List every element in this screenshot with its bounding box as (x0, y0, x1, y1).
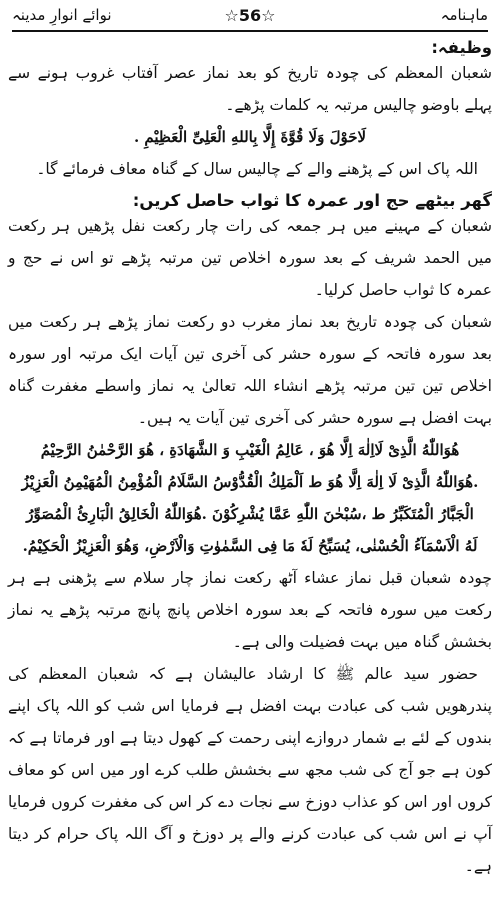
page-number: ☆56☆ (224, 5, 276, 25)
wazifa-instruction: شعبان المعظم کی چودہ تاریخ کو بعد نماز عصر آفتاب غروب ہونے سے پہلے باوضو چالیس مرتبہ یہ کلمات پڑھے۔ (8, 64, 492, 114)
verse-line-1: هُوَاللّٰهُ الَّذِىْ لَااِلٰهَ اِلَّا هُوَ ، عَالِمُ الْغَيْبِ وَ الشَّهَادَةِ ، هُوَ الرَّحْمٰنُ الرَّحِيْمُ (40, 441, 460, 459)
maghrib-paragraph: شعبان کی چودہ تاریخ بعد نماز مغرب دو رکعت نماز پڑھے ہر رکعت میں بعد سورہ فاتحہ کے سورہ حشر کی آخری تین آیات ایک مرتبہ اور سورہ اخلاص تین تین مرتبہ پڑھے انشاء اللہ تعالیٰ یہ نماز واسطے مغفرت گناہ بہت افضل ہے سورہ حشر کی آخری تین آیات یہ ہیں۔ (8, 313, 492, 427)
page-header (8, 0, 492, 30)
wazifa-reward: اللہ پاک اس کے پڑھنے والے کے چالیس سال کے گناہ معاف فرمائے گا۔ (36, 160, 478, 178)
verse-line-3: الْجَبَّارُ الْمُتَكَبِّرُ ط ،سُبْحٰنَ اللّٰهِ عَمَّا يُشْرِكُوْنَ .هُوَاللّٰهُ الْخَالِقُ الْبَارِئُ الْمُصَوِّرُ (26, 505, 474, 523)
header-rule (12, 30, 488, 32)
magazine-name: نوائے انوارِ مدینہ (12, 6, 112, 24)
isha-paragraph: چودہ شعبان قبل نماز عشاء آٹھ رکعت نماز چار سلام سے پڑھنی ہے ہر رکعت میں سورہ فاتحہ کے بعد سورہ اخلاص پانچ پانچ مرتبہ پڑھے یہ نماز بخشش گناہ میں بہت فضیلت والی ہے۔ (8, 569, 492, 651)
section-heading-wazifa: وظیفہ: (431, 38, 492, 57)
verse-line-4: لَهُ الْاَسْمَآءُ الْحُسْنٰى، يُسَبِّحُ لَهٗ مَا فِى السَّمٰوٰتِ وَالْاَرْضِ، وَهُوَ الْعَزِيْزُ الْحَكِيْمُ. (22, 537, 478, 555)
magazine-type: ماہنامہ (440, 6, 488, 24)
wazifa-dua: لَاحَوْلَ وَلَا قُوَّةَ إِلَّا بِاللهِ الْعَلِىِّ الْعَظِيْمِ . (133, 128, 367, 146)
article-body (8, 38, 492, 882)
section-heading-hajj: گھر بیٹھے حج اور عمرہ کا ثواب حاصل کریں: (132, 191, 492, 210)
verse-line-2: .هُوَاللّٰهُ الَّذِىْ لَا اِلٰهَ اِلَّا هُوَ ط اَلْمَلِكُ الْقُدُّوْسُ السَّلَامُ الْمُؤْمِنُ الْمُهَيْمِنُ الْعَزِيْزُ (21, 473, 479, 491)
hadith-paragraph: حضور سید عالم ﷺ کا ارشاد عالیشان ہے کہ شعبان المعظم کی پندرھویں شب کی عبادت بہت افضل ہے فرمایا اس شب کو اللہ پاک اپنے بندوں کے لئے بے شمار دروازے اپنی رحمت کے کھول دیتا ہے اور فرماتا ہے کہ کون ہے جو آج کی شب مجھ سے بخشش طلب کرے اور میں اس کو معاف کروں اور اس کو عذاب دوزخ سے نجات دے کر اس کی مغفرت کروں فرمایا آپ نے اس شب کی عبادت کرنے والے پر دوزخ و آگ اللہ پاک حرام کر دیتا ہے۔ (8, 665, 492, 875)
hajj-paragraph: شعبان کے مہینے میں ہر جمعہ کی رات چار رکعت نفل پڑھیں ہر رکعت میں الحمد شریف کے بعد سورہ اخلاص تین مرتبہ پڑھے تو اس نے حج و عمرہ کا ثواب حاصل کرلیا۔ (8, 217, 492, 299)
